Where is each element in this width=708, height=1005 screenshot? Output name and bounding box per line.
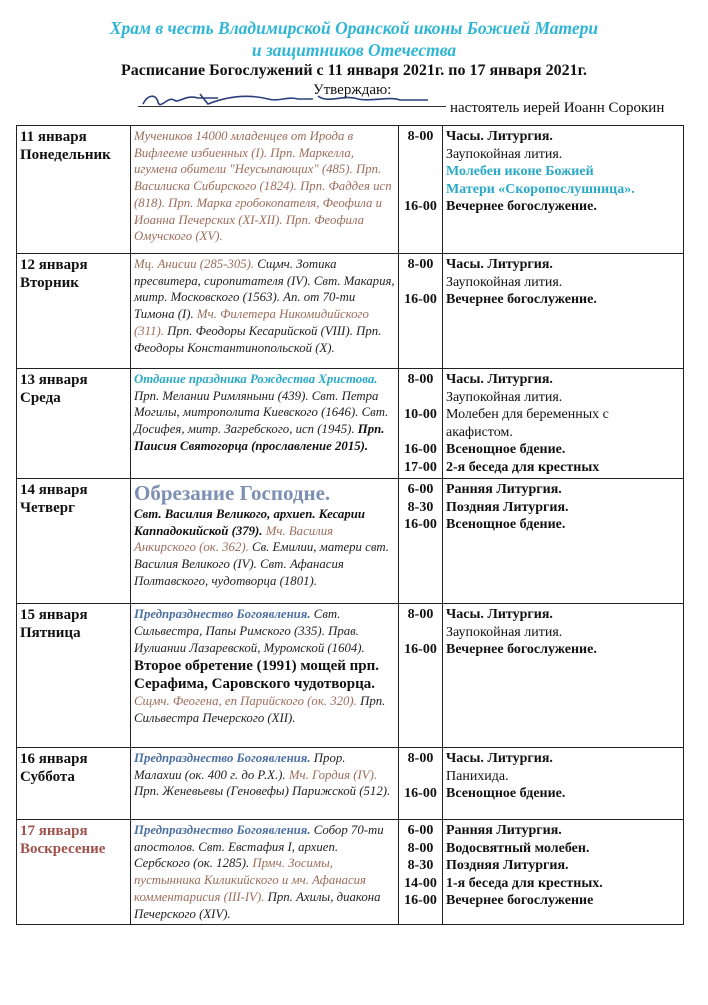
day-weekday: Четверг — [20, 500, 75, 516]
service-name: Часы. Литургия. — [446, 751, 553, 766]
day-cell — [17, 369, 131, 479]
services-cell — [443, 820, 684, 925]
service-time: 8-00 — [407, 257, 434, 272]
service-name: Ранняя Литургия. — [446, 482, 562, 497]
service-name: Поздняя Литургия. — [446, 858, 569, 873]
day-date: 14 января — [20, 482, 88, 498]
church-title-line1: Храм в честь Владимирской Оранской иконы Божией Матери — [109, 18, 599, 38]
saints-cell — [131, 748, 399, 820]
service-name: Молебен иконе Божией — [446, 164, 594, 179]
rector-name: настоятель иерей Иоанн Сорокин — [450, 100, 665, 116]
service-name: Заупокойная лития. — [446, 146, 563, 162]
service-time: 17-00 — [404, 459, 437, 475]
service-time — [402, 389, 439, 407]
times-cell — [399, 126, 443, 254]
saints-text: Прор. Малахии (ок. 400 г. до Р.Х.). — [134, 751, 346, 782]
saints-text: Второе обретение (1991) мощей прп. Серафима, Саровского чудотворца. — [134, 658, 379, 693]
saints-text: Сщмч. Зотика пресвитера, сиропитателя (IV). Свт. Макария, митр. Московского (1563). Ап. от 70-ти Тимона (I). — [134, 257, 395, 322]
service-name: Молебен для беременных с — [446, 407, 609, 422]
times-cell — [399, 254, 443, 369]
saints-text: Отдание праздника Рождества Христова. — [134, 372, 378, 386]
services-cell — [443, 254, 684, 369]
table-row — [17, 254, 684, 369]
saints-cell — [131, 254, 399, 369]
service-time — [402, 274, 439, 292]
saints-text: Обрезание Господне. — [134, 481, 331, 505]
service-name: Поздняя Литургия. — [446, 499, 569, 515]
service-name: Заупокойная лития. — [446, 274, 563, 290]
day-cell — [17, 748, 131, 820]
saints-text: Предпразднество Богоявления. — [134, 823, 311, 837]
service-name: Водосвятный молебен. — [446, 840, 590, 856]
service-name: Вечернее богослужение — [446, 893, 594, 908]
service-time — [402, 146, 439, 164]
saints-cell — [131, 820, 399, 925]
service-time: 16-00 — [404, 893, 437, 908]
service-name: Вечернее богослужение. — [446, 199, 597, 214]
day-cell — [17, 820, 131, 925]
saints-text: Прп. Ахилы, диакона Печерского (XIV). — [134, 889, 381, 921]
service-time: 16-00 — [404, 642, 437, 657]
services-cell — [443, 479, 684, 604]
table-row — [17, 479, 684, 604]
church-title-line2: и защитников Отечества — [251, 40, 457, 60]
day-weekday: Суббота — [20, 769, 75, 785]
table-row — [17, 748, 684, 820]
service-time: 14-00 — [404, 875, 437, 891]
service-time: 10-00 — [404, 407, 437, 422]
saints-text: Прмч. Зосимы, пустынника Киликийского и мч. Афанасия комментарисия (III-IV). — [134, 856, 366, 904]
table-row — [17, 126, 684, 254]
times-cell — [399, 820, 443, 925]
day-cell — [17, 254, 131, 369]
signature-image — [138, 90, 438, 110]
service-time: 8-30 — [407, 858, 434, 873]
service-name: акафистом. — [446, 424, 513, 440]
service-name: Часы. Литургия. — [446, 257, 553, 272]
saints-text: Прп. Паисия Святогорца (прославление 2015). — [134, 422, 385, 453]
day-cell — [17, 604, 131, 748]
service-time — [402, 181, 439, 199]
service-time — [402, 768, 439, 786]
day-cell — [17, 479, 131, 604]
saints-text: Свт. Василия Великого, архиеп. Кесарии Каппадокийской (379). — [134, 507, 365, 538]
times-cell — [399, 748, 443, 820]
saints-text: Мц. Анисии (285-305). — [134, 257, 255, 271]
service-time: 8-00 — [407, 840, 434, 856]
signature-line — [138, 106, 446, 107]
service-time: 16-00 — [404, 292, 437, 307]
services-cell — [443, 748, 684, 820]
schedule-subtitle: Расписание Богослужений с 11 января 2021г. по 17 января 2021г. — [120, 62, 588, 79]
service-name: Часы. Литургия. — [446, 372, 553, 387]
services-cell — [443, 369, 684, 479]
services-cell — [443, 126, 684, 254]
times-cell — [399, 604, 443, 748]
service-time: 16-00 — [404, 517, 437, 532]
service-name: Заупокойная лития. — [446, 624, 563, 640]
table-row — [17, 604, 684, 748]
day-weekday: Пятница — [20, 625, 81, 641]
saints-text: Св. Емилии, матери свт. Василия Великого (IV). Свт. Афанасия Полтавского, чудотворца (1801). — [134, 540, 389, 588]
service-name: Часы. Литургия. — [446, 607, 553, 622]
saints-cell — [131, 126, 399, 254]
saints-cell — [131, 604, 399, 748]
service-time: 8-30 — [407, 499, 434, 515]
day-weekday: Понедельник — [20, 147, 111, 163]
service-name: Всенощное бдение. — [446, 786, 566, 801]
day-weekday: Вторник — [20, 275, 79, 291]
day-date: 13 января — [20, 372, 88, 388]
saints-text: Мч. Василия Анкирского (ок. 362). — [134, 523, 334, 555]
table-row — [17, 820, 684, 925]
saints-text: Мч. Филетера Никомидийского (311). — [134, 307, 369, 338]
approve-label: Утверждаю: — [313, 82, 392, 98]
service-time — [402, 424, 439, 442]
service-name: Ранняя Литургия. — [446, 823, 562, 838]
day-weekday: Воскресение — [20, 841, 106, 857]
service-name: Всенощное бдение. — [446, 517, 566, 532]
saints-text: Сщмч. Феогена, еп Парийского (ок. 320). — [134, 694, 357, 709]
service-time: 8-00 — [407, 751, 434, 766]
service-name: Вечернее богослужение. — [446, 642, 597, 657]
saints-text: Прп. Сильвестра Печерского (XII). — [134, 694, 386, 726]
saints-text: Прп. Женевьевы (Геновефы) Парижской (512). — [134, 784, 391, 799]
service-time: 8-00 — [407, 372, 434, 387]
day-weekday: Среда — [20, 390, 61, 406]
day-date: 15 января — [20, 607, 88, 623]
saints-cell — [131, 369, 399, 479]
service-name: Всенощное бдение. — [446, 442, 566, 457]
saints-text: Прп. Феодоры Кесарийской (VIII). Прп. Феодоры Константинопольской (X). — [134, 323, 382, 355]
service-time: 16-00 — [404, 199, 437, 214]
schedule-table — [16, 125, 684, 925]
saints-text: Мч. Гордия (IV). — [285, 767, 378, 782]
day-cell — [17, 126, 131, 254]
saints-text: Свт. Сильвестра, Папы Римского (335). Прав. Иулиании Лазаревской, Муромской (1604). — [134, 607, 365, 656]
saints-text: Мучеников 14000 младенцев от Ирода в Вифлееме избиенных (I). Прп. Маркелла, игумена обители "Неусыпающих" (485). Прп. Василиска Сибирского (1824). Прп. Фаддея исп (818). Прп. Марка гробокопателя, Феофила и Иоанна Печерских (XI-XII). Прп. Феофила Омучского (XV). — [134, 129, 392, 244]
service-time: 6-00 — [407, 482, 434, 497]
services-cell — [443, 604, 684, 748]
service-name: Часы. Литургия. — [446, 129, 553, 144]
service-time: 16-00 — [404, 786, 437, 801]
service-time — [402, 624, 439, 642]
service-name: Заупокойная лития. — [446, 389, 563, 405]
saints-cell — [131, 479, 399, 604]
service-time: 6-00 — [407, 823, 434, 838]
saints-text: Собор 70-ти апостолов. Свт. Евстафия I, архиеп. Сербского (ок. 1285). — [134, 823, 384, 871]
service-time: 16-00 — [404, 442, 437, 457]
service-name: 1-я беседа для крестных. — [446, 875, 603, 891]
times-cell — [399, 479, 443, 604]
service-time: 8-00 — [407, 129, 434, 144]
saints-text: Прп. Мелании Римляныни (439). Свт. Петра Могилы, митрополита Киевского (1646). Свт. Досифея, митр. Загребского, исп (1945). — [134, 388, 389, 437]
saints-text: Предпразднество Богоявления. — [134, 751, 311, 765]
service-name: Вечернее богослужение. — [446, 292, 597, 307]
service-name: Матери «Скоропослушница». — [446, 181, 635, 197]
service-name: 2-я беседа для крестных — [446, 459, 600, 475]
day-date: 17 января — [20, 823, 88, 839]
service-time — [402, 163, 439, 181]
service-name: Панихида. — [446, 768, 509, 784]
saints-text: Предпразднество Богоявления. — [134, 607, 311, 621]
times-cell — [399, 369, 443, 479]
service-time: 8-00 — [407, 607, 434, 622]
day-date: 12 января — [20, 257, 88, 273]
day-date: 11 января — [20, 129, 87, 145]
day-date: 16 января — [20, 751, 88, 767]
table-row — [17, 369, 684, 479]
